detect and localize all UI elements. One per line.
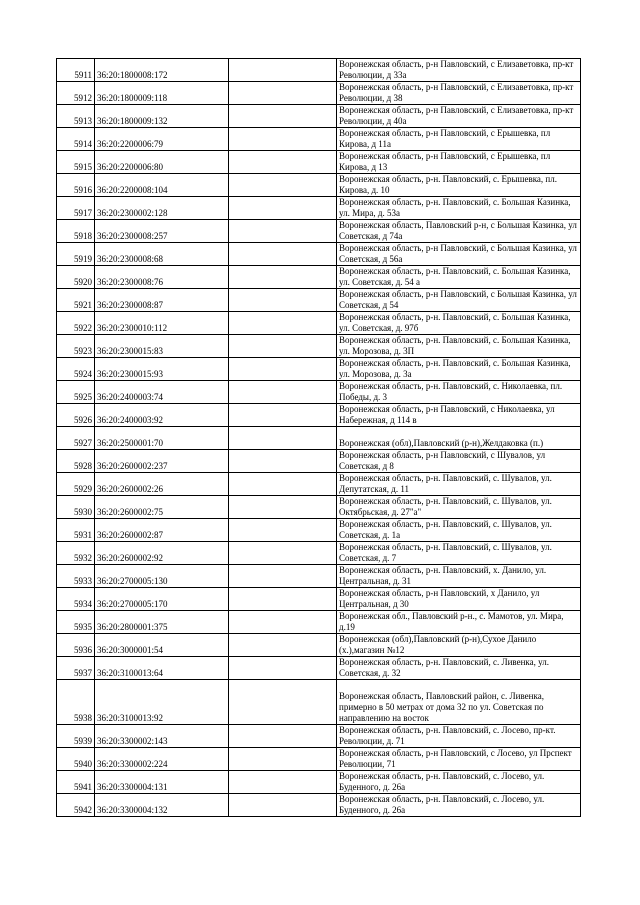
table-row — [57, 82, 581, 105]
address-cell: Воронежская область, р-н Павловский, х Данило, ул Центральная, д 30 — [337, 588, 581, 611]
empty-cell — [229, 105, 337, 128]
row-number-cell: 5933 — [57, 565, 95, 588]
address-cell: Воронежская область, р-н Павловский, с Елизаветовка, пр-кт Революции, д 33а — [337, 59, 581, 82]
table-row — [57, 174, 581, 197]
table-row — [57, 725, 581, 748]
cadastral-number-cell: 36:20:1800009:132 — [95, 105, 229, 128]
row-number-cell: 5919 — [57, 243, 95, 266]
address-cell: Воронежская область, р-н. Павловский, х. Данило, ул. Центральная, д. 31 — [337, 565, 581, 588]
cadastral-number-cell: 36:20:3100013:92 — [95, 680, 229, 725]
address-cell: Воронежская область, р-н. Павловский, с. Лосево, пр-кт. Революции, д. 71 — [337, 725, 581, 748]
address-cell: Воронежская (обл),Павловский (р-н),Желдаковка (п.) — [337, 427, 581, 450]
address-cell: Воронежская область, р-н Павловский, с Большая Казинка, ул Советская, д 54 — [337, 289, 581, 312]
cadastral-number-cell: 36:20:1800009:118 — [95, 82, 229, 105]
address-cell: Воронежская область, р-н Павловский, с Шувалов, ул Советская, д 8 — [337, 450, 581, 473]
empty-cell — [229, 243, 337, 266]
row-number-cell: 5915 — [57, 151, 95, 174]
row-number-cell: 5937 — [57, 657, 95, 680]
address-cell: Воронежская область, Павловский р-н, с Большая Казинка, ул Советская, д 74а — [337, 220, 581, 243]
cadastral-number-cell: 36:20:2300008:76 — [95, 266, 229, 289]
empty-cell — [229, 588, 337, 611]
empty-cell — [229, 611, 337, 634]
address-cell: Воронежская область, р-н. Павловский, с. Большая Казинка, ул. Мира, д. 53а — [337, 197, 581, 220]
empty-cell — [229, 634, 337, 657]
empty-cell — [229, 748, 337, 771]
row-number-cell: 5930 — [57, 496, 95, 519]
table-row — [57, 519, 581, 542]
empty-cell — [229, 289, 337, 312]
table-row — [57, 450, 581, 473]
table-row — [57, 128, 581, 151]
table-row — [57, 794, 581, 817]
row-number-cell: 5914 — [57, 128, 95, 151]
address-cell: Воронежская область, р-н. Павловский, с. Большая Казинка, ул. Морозова, д. 3П — [337, 335, 581, 358]
row-number-cell: 5922 — [57, 312, 95, 335]
empty-cell — [229, 519, 337, 542]
empty-cell — [229, 542, 337, 565]
table-row — [57, 771, 581, 794]
address-cell: Воронежская область, р-н. Павловский, с. Ерышевка, пл. Кирова, д. 10 — [337, 174, 581, 197]
address-cell: Воронежская область, р-н. Павловский, с. Шувалов, ул. Советская, д. 7 — [337, 542, 581, 565]
row-number-cell: 5921 — [57, 289, 95, 312]
empty-cell — [229, 427, 337, 450]
table-row — [57, 588, 581, 611]
table-row — [57, 220, 581, 243]
row-number-cell: 5929 — [57, 473, 95, 496]
empty-cell — [229, 680, 337, 725]
address-cell: Воронежская область, р-н. Павловский, с. Большая Казинка, ул. Советская, д. 54 а — [337, 266, 581, 289]
cadastral-number-cell: 36:20:2600002:26 — [95, 473, 229, 496]
row-number-cell: 5932 — [57, 542, 95, 565]
table-row — [57, 358, 581, 381]
table-row — [57, 243, 581, 266]
row-number-cell: 5931 — [57, 519, 95, 542]
row-number-cell: 5918 — [57, 220, 95, 243]
address-cell: Воронежская область, р-н Павловский, с Елизаветовка, пр-кт Революции, д 40а — [337, 105, 581, 128]
table-row — [57, 312, 581, 335]
address-cell: Воронежская область, р-н Павловский, с Ерышевка, пл Кирова, д 13 — [337, 151, 581, 174]
registry-table-body — [57, 59, 581, 817]
address-cell: Воронежская область, р-н. Павловский, с. Шувалов, ул. Октябрьская, д. 27"а" — [337, 496, 581, 519]
table-row — [57, 565, 581, 588]
cadastral-number-cell: 36:20:2500001:70 — [95, 427, 229, 450]
cadastral-number-cell: 36:20:2300010:112 — [95, 312, 229, 335]
table-row — [57, 473, 581, 496]
empty-cell — [229, 404, 337, 427]
cadastral-number-cell: 36:20:2600002:87 — [95, 519, 229, 542]
table-row — [57, 59, 581, 82]
empty-cell — [229, 220, 337, 243]
cadastral-number-cell: 36:20:3300004:132 — [95, 794, 229, 817]
cadastral-number-cell: 36:20:2700005:130 — [95, 565, 229, 588]
cadastral-number-cell: 36:20:2400003:92 — [95, 404, 229, 427]
table-row — [57, 335, 581, 358]
row-number-cell: 5920 — [57, 266, 95, 289]
table-row — [57, 427, 581, 450]
cadastral-number-cell: 36:20:2200006:79 — [95, 128, 229, 151]
cadastral-number-cell: 36:20:1800008:172 — [95, 59, 229, 82]
address-cell: Воронежская обл., Павловский р-н., с. Мамотов, ул. Мира, д.19 — [337, 611, 581, 634]
row-number-cell: 5942 — [57, 794, 95, 817]
row-number-cell: 5916 — [57, 174, 95, 197]
table-row — [57, 542, 581, 565]
cadastral-number-cell: 36:20:2300008:257 — [95, 220, 229, 243]
row-number-cell: 5926 — [57, 404, 95, 427]
empty-cell — [229, 473, 337, 496]
table-row — [57, 748, 581, 771]
table-row — [57, 381, 581, 404]
address-cell: Воронежская область, р-н. Павловский, с. Лосево, ул. Буденного, д. 26а — [337, 794, 581, 817]
row-number-cell: 5934 — [57, 588, 95, 611]
table-row — [57, 496, 581, 519]
cadastral-number-cell: 36:20:3300004:131 — [95, 771, 229, 794]
cadastral-number-cell: 36:20:2600002:237 — [95, 450, 229, 473]
table-row — [57, 611, 581, 634]
cadastral-number-cell: 36:20:2400003:74 — [95, 381, 229, 404]
address-cell: Воронежская (обл),Павловский (р-н),Сухое Данило (х.),магазин №12 — [337, 634, 581, 657]
address-cell: Воронежская область, р-н Павловский, с Большая Казинка, ул Советская, д 56а — [337, 243, 581, 266]
empty-cell — [229, 59, 337, 82]
table-row — [57, 105, 581, 128]
row-number-cell: 5924 — [57, 358, 95, 381]
row-number-cell: 5913 — [57, 105, 95, 128]
cadastral-number-cell: 36:20:2300008:68 — [95, 243, 229, 266]
empty-cell — [229, 128, 337, 151]
empty-cell — [229, 335, 337, 358]
row-number-cell: 5923 — [57, 335, 95, 358]
table-row — [57, 634, 581, 657]
row-number-cell: 5940 — [57, 748, 95, 771]
cadastral-number-cell: 36:20:3000001:54 — [95, 634, 229, 657]
row-number-cell: 5925 — [57, 381, 95, 404]
document-page — [56, 58, 580, 817]
table-row — [57, 404, 581, 427]
cadastral-number-cell: 36:20:3300002:143 — [95, 725, 229, 748]
empty-cell — [229, 174, 337, 197]
row-number-cell: 5935 — [57, 611, 95, 634]
row-number-cell: 5917 — [57, 197, 95, 220]
address-cell: Воронежская область, р-н. Павловский, с. Большая Казинка, ул. Морозова, д. 3а — [337, 358, 581, 381]
empty-cell — [229, 381, 337, 404]
empty-cell — [229, 151, 337, 174]
address-cell: Воронежская область, р-н Павловский, с Елизаветовка, пр-кт Революции, д 38 — [337, 82, 581, 105]
cadastral-number-cell: 36:20:2800001:375 — [95, 611, 229, 634]
address-cell: Воронежская область, р-н. Павловский, с. Николаевка, пл. Победы, д. 3 — [337, 381, 581, 404]
empty-cell — [229, 266, 337, 289]
cadastral-number-cell: 36:20:2700005:170 — [95, 588, 229, 611]
address-cell: Воронежская область, р-н. Павловский, с. Шувалов, ул. Советская, д. 1а — [337, 519, 581, 542]
row-number-cell: 5936 — [57, 634, 95, 657]
empty-cell — [229, 312, 337, 335]
row-number-cell: 5941 — [57, 771, 95, 794]
row-number-cell: 5927 — [57, 427, 95, 450]
table-row — [57, 657, 581, 680]
table-row — [57, 151, 581, 174]
row-number-cell: 5939 — [57, 725, 95, 748]
table-row — [57, 266, 581, 289]
row-number-cell: 5938 — [57, 680, 95, 725]
address-cell: Воронежская область, р-н Павловский, с Лосево, ул Прспект Революции, 71 — [337, 748, 581, 771]
cadastral-number-cell: 36:20:3300002:224 — [95, 748, 229, 771]
empty-cell — [229, 565, 337, 588]
address-cell: Воронежская область, Павловский район, с. Ливенка, примерно в 50 метрах от дома 32 по ул. Советская по направлению на восток — [337, 680, 581, 725]
cadastral-number-cell: 36:20:2600002:75 — [95, 496, 229, 519]
address-cell: Воронежская область, р-н. Павловский, с. Шувалов, ул. Депутатская, д. 11 — [337, 473, 581, 496]
cadastral-number-cell: 36:20:2200006:80 — [95, 151, 229, 174]
empty-cell — [229, 794, 337, 817]
row-number-cell: 5911 — [57, 59, 95, 82]
address-cell: Воронежская область, р-н. Павловский, с. Лосево, ул. Буденного, д. 26а — [337, 771, 581, 794]
empty-cell — [229, 657, 337, 680]
row-number-cell: 5928 — [57, 450, 95, 473]
cadastral-number-cell: 36:20:2300008:87 — [95, 289, 229, 312]
empty-cell — [229, 358, 337, 381]
table-row — [57, 680, 581, 725]
table-row — [57, 197, 581, 220]
cadastral-number-cell: 36:20:2300015:83 — [95, 335, 229, 358]
address-cell: Воронежская область, р-н. Павловский, с. Ливенка, ул. Советская, д. 32 — [337, 657, 581, 680]
cadastral-number-cell: 36:20:2200008:104 — [95, 174, 229, 197]
cadastral-number-cell: 36:20:3100013:64 — [95, 657, 229, 680]
address-cell: Воронежская область, р-н. Павловский, с. Большая Казинка, ул. Советская, д. 97б — [337, 312, 581, 335]
empty-cell — [229, 82, 337, 105]
empty-cell — [229, 771, 337, 794]
empty-cell — [229, 725, 337, 748]
empty-cell — [229, 496, 337, 519]
empty-cell — [229, 450, 337, 473]
table-row — [57, 289, 581, 312]
cadastral-number-cell: 36:20:2600002:92 — [95, 542, 229, 565]
row-number-cell: 5912 — [57, 82, 95, 105]
cadastral-number-cell: 36:20:2300002:128 — [95, 197, 229, 220]
registry-table — [56, 58, 581, 817]
address-cell: Воронежская область, р-н Павловский, с Николаевка, ул Набережная, д 114 в — [337, 404, 581, 427]
cadastral-number-cell: 36:20:2300015:93 — [95, 358, 229, 381]
address-cell: Воронежская область, р-н Павловский, с Ерышевка, пл Кирова, д 11а — [337, 128, 581, 151]
empty-cell — [229, 197, 337, 220]
